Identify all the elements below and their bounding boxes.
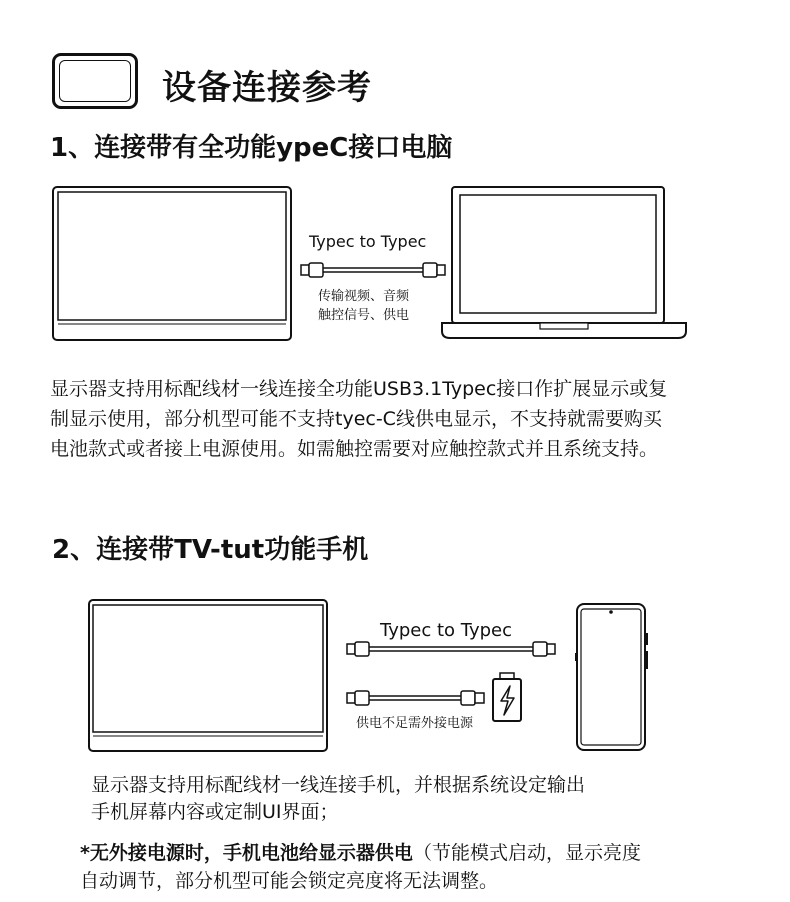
section1-function-line1: 传输视频、音频 — [318, 289, 410, 304]
section2-power-note: 供电不足需外接电源 — [356, 716, 474, 731]
smartphone-icon — [576, 603, 650, 751]
section1-function-line2: 触控信号、供电 — [318, 308, 410, 323]
page-title: 设备连接参考 — [162, 68, 372, 108]
portable-monitor-icon — [88, 599, 328, 752]
section1-cable-label: Typec to Typec — [309, 232, 427, 251]
section2-note-line2: 自动调节，部分机型可能会锁定亮度将无法调整。 — [80, 870, 499, 892]
section2-description-line: 手机屏幕内容或定制UI界面； — [91, 801, 339, 823]
section1-description-line: 制显示使用，部分机型可能不支持tyec-C线供电显示，不支持就需要购买 — [50, 408, 662, 430]
portable-monitor-icon — [52, 186, 292, 341]
section2-note-line1 — [80, 838, 641, 868]
section2-heading: 2、连接带TV-tut功能手机 — [52, 535, 369, 565]
battery-charge-icon — [491, 672, 523, 722]
usb-c-cable-icon — [346, 641, 556, 657]
laptop-icon — [440, 186, 690, 341]
section2-note-bold: *无外接电源时，手机电池给显示器供电 — [80, 842, 413, 864]
section1-heading: 1、连接带有全功能ypeC接口电脑 — [50, 133, 453, 163]
section2-note-rest: （节能模式启动，显示亮度 — [412, 842, 641, 864]
section1-description-line: 电池款式或者接上电源使用。如需触控需要对应触控款式并且系统支持。 — [50, 438, 659, 460]
title-frame-icon — [52, 53, 138, 109]
section2-cable-label: Typec to Typec — [380, 620, 512, 641]
usb-c-cable-icon — [346, 690, 486, 706]
section1-description-line: 显示器支持用标配线材一线连接全功能USB3.1Typec接口作扩展显示或复 — [50, 378, 668, 400]
usb-c-cable-icon — [300, 262, 446, 278]
section2-description-line: 显示器支持用标配线材一线连接手机，并根据系统设定输出 — [91, 774, 586, 796]
